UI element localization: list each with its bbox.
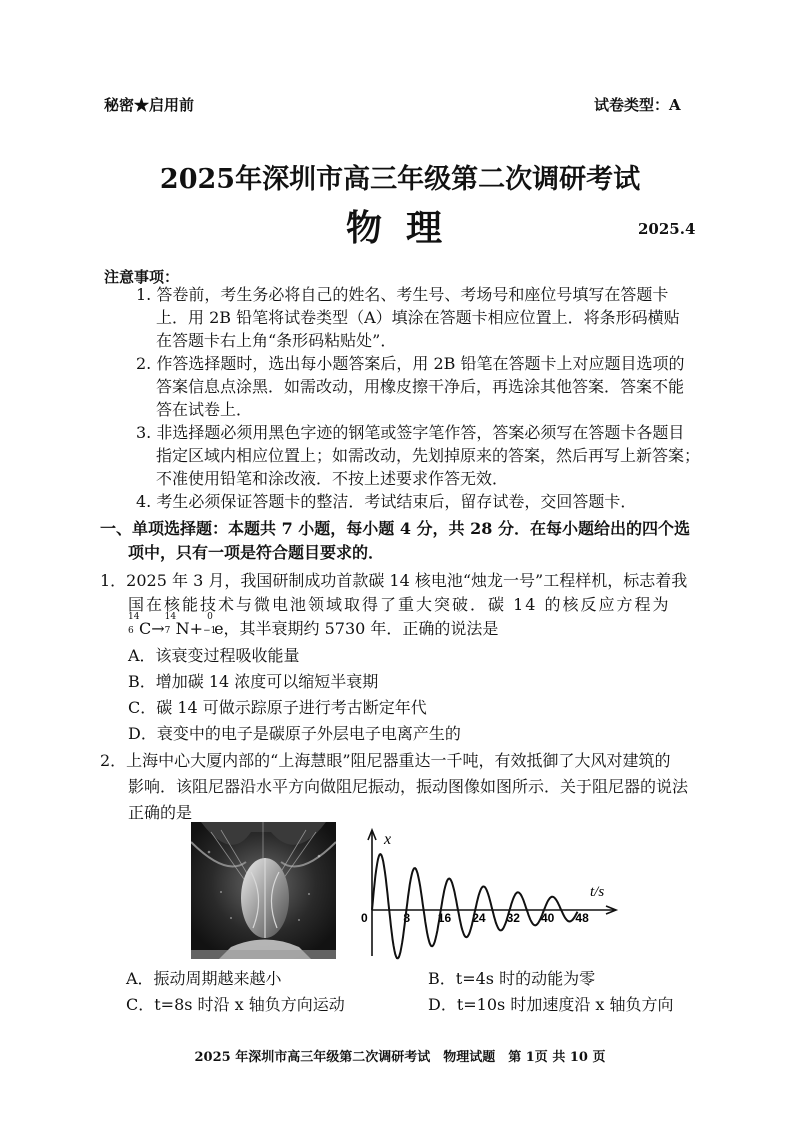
q2-stem: 影响．该阻尼器沿水平方向做阻尼振动，振动图像如图所示．关于阻尼器的说法 <box>128 777 689 796</box>
notice-line: 4. 考生必须保证答题卡的整洁．考试结束后，留存试卷，交回答题卡． <box>136 492 637 511</box>
x-tick-label: 16 <box>437 911 452 925</box>
graph-axes <box>368 830 616 956</box>
q2-stem: 正确的是 <box>128 803 193 822</box>
q1-option-d[interactable]: D．衰变中的电子是碳原子外层电子电离产生的 <box>128 724 461 743</box>
notice-heading: 注意事项： <box>104 268 180 286</box>
notice-line: 答在试卷上． <box>156 400 253 419</box>
exam-date: 2025.4 <box>638 220 696 238</box>
x-axis-label: t/s <box>590 884 605 900</box>
x-tick-label: 48 <box>575 911 589 925</box>
notice-line: 2. 作答选择题时，选出每小题答案后，用 2B 铅笔在答题卡上对应题目选项的 <box>136 354 685 373</box>
damped-oscillation-graph <box>352 826 622 962</box>
paper-type-label: 试卷类型：A <box>594 96 681 114</box>
notice-line: 答案信息点涂黑．如需改动，用橡皮擦干净后，再选涂其他答案．答案不能 <box>156 377 685 396</box>
reaction-arrow: → <box>151 619 165 638</box>
notice-line: 3. 非选择题必须用黑色字迹的钢笔或签字笔作答，答案必须写在答题卡各题目 <box>136 423 685 442</box>
notice-line: 不准使用铅笔和涂改液．不按上述要求作答无效． <box>156 469 509 488</box>
q2-option-c[interactable]: C．t=8s 时沿 x 轴负方向运动 <box>126 995 345 1014</box>
carbon-nuclide: 14 6 C <box>128 612 152 638</box>
x-tick-label: 8 <box>403 911 411 925</box>
q1-option-c[interactable]: C．碳 14 可做示踪原子进行考古断定年代 <box>128 698 427 717</box>
q1-nuclear-equation <box>128 612 499 639</box>
confidential-label: 秘密★启用前 <box>104 96 195 114</box>
q1-stem: 1．2025 年 3 月，我国研制成功首款碳 14 核电池“烛龙一号”工程样机，标志着我 <box>100 571 688 590</box>
y-axis-label: x <box>384 831 392 848</box>
damper-illustration <box>191 822 336 959</box>
notice-line: 1. 答卷前，考生务必将自己的姓名、考生号、考场号和座位号填写在答题卡 <box>136 285 669 304</box>
section-heading-cont: 项中，只有一项是符合题目要求的． <box>128 543 385 562</box>
electron-particle: 0 −1 e <box>203 612 224 638</box>
q1-stem: 国在核能技术与微电池领域取得了重大突破．碳 14 的核反应方程为 <box>128 595 671 614</box>
section-heading: 一、单项选择题：本题共 7 小题，每小题 4 分，共 28 分．在每小题给出的四个选 <box>100 519 690 538</box>
oscillation-curve <box>372 854 578 958</box>
plus-sign: + <box>189 619 204 638</box>
page-footer: 2025 年深圳市高三年级第二次调研考试 物理试题 第 1页 共 10 页 <box>194 1050 606 1065</box>
q2-stem: 2．上海中心大厦内部的“上海慧眼”阻尼器重达一千吨，有效抵御了大风对建筑的 <box>100 751 671 770</box>
exam-title: 2025年深圳市高三年级第二次调研考试 <box>159 164 641 195</box>
nitrogen-nuclide: 14 7 N <box>164 612 190 638</box>
damper-photo <box>191 822 336 959</box>
x-tick-label: 24 <box>472 911 486 925</box>
x-tick-label: 32 <box>506 911 520 925</box>
q2-option-a[interactable]: A．振动周期越来越小 <box>126 969 282 988</box>
q2-option-b[interactable]: B．t=4s 时的动能为零 <box>428 969 596 988</box>
q1-option-a[interactable]: A．该衰变过程吸收能量 <box>128 646 300 665</box>
x-tick-label: 40 <box>541 911 555 925</box>
notice-line: 指定区域内相应位置上；如需改动，先划掉原来的答案，然后再写上新答案； <box>156 446 701 465</box>
q1-option-b[interactable]: B．增加碳 14 浓度可以缩短半衰期 <box>128 672 379 691</box>
q2-option-d[interactable]: D．t=10s 时加速度沿 x 轴负方向 <box>428 995 674 1014</box>
q1-stem-tail: ，其半衰期约 5730 年．正确的说法是 <box>223 619 499 638</box>
origin-label: 0 <box>361 911 368 925</box>
subject-title: 物理 <box>346 207 467 249</box>
notice-line: 上．用 2B 铅笔将试卷类型（A）填涂在答题卡相应位置上．将条形码横贴 <box>156 308 680 327</box>
notice-line: 在答题卡右上角“条形码粘贴处”． <box>156 331 397 350</box>
